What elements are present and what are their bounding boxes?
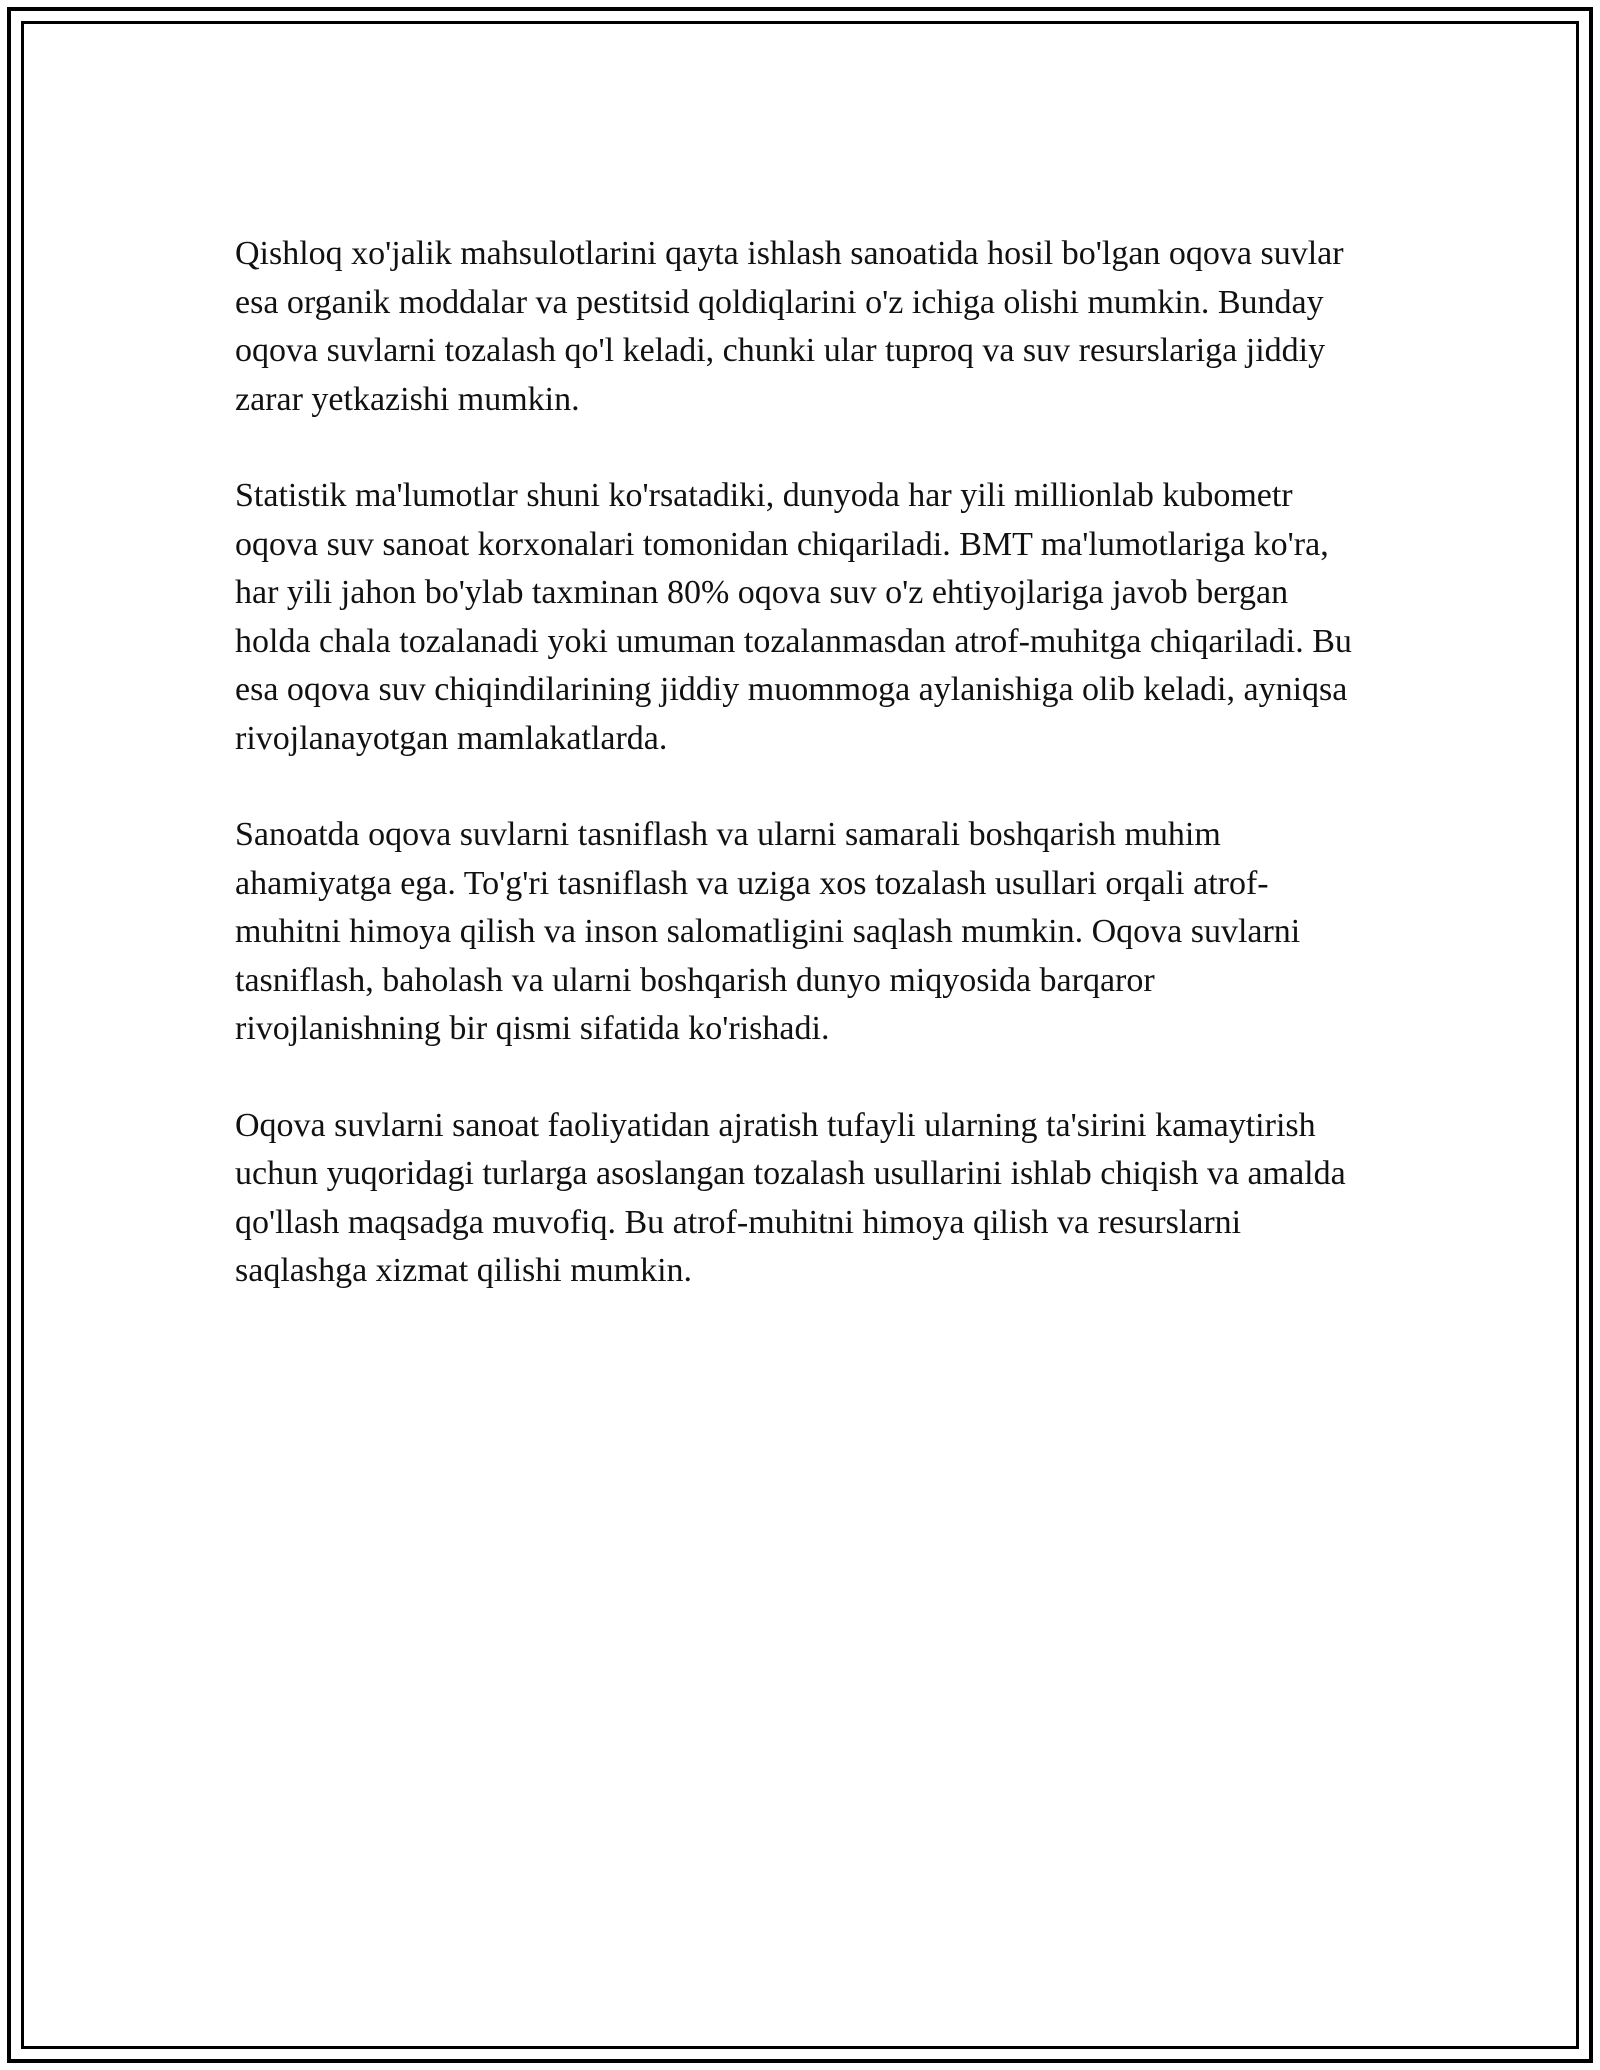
paragraph-2: Statistik ma'lumotlar shuni ko'rsatadiki, dunyoda har yili millionlab kubometr oqova suv sanoat korxonalari tomonidan chiqariladi. BMT ma'lumotlariga ko'ra, har yili jahon bo'ylab taxminan 80% oqova suv o'z ehtiyojlariga javob bergan holda chala tozalanadi yoki umuman tozalanmasdan atrof-muhitga chiqariladi. Bu esa oqova suv chiqindilarining jiddiy muommoga aylanishiga olib keladi, ayniqsa rivojlanayotgan mamlakatlarda. <box>235 477 1352 757</box>
paragraph-1: Qishloq xo'jalik mahsulotlarini qayta ishlash sanoatida hosil bo'lgan oqova suvlar esa organik moddalar va pestitsid qoldiqlarini o'z ichiga olishi mumkin. Bunday oqova suvlarni tozalash qo'l keladi, chunki ular tuproq va suv resurslariga jiddiy zarar yetkazishi mumkin. <box>235 235 1344 418</box>
paragraph-3: Sanoatda oqova suvlarni tasniflash va ularni samarali boshqarish muhim ahamiyatga ega. To'g'ri tasniflash va uziga xos tozalash usullari orqali atrof-muhitni himoya qilish va inson salomatligini saqlash mumkin. Oqova suvlarni tasniflash, baholash va ularni boshqarish dunyo miqyosida barqaror rivojlanishning bir qismi sifatida ko'rishadi. <box>235 816 1301 1047</box>
paragraph-4: Oqova suvlarni sanoat faoliyatidan ajratish tufayli ularning ta'sirini kamaytirish uchun yuqoridagi turlarga asoslangan tozalash usullarini ishlab chiqish va amalda qo'llash maqsadga muvofiq. Bu atrof-muhitni himoya qilish va resurslarni saqlashga xizmat qilishi mumkin. <box>235 1106 1346 1289</box>
document-body <box>235 230 1365 1344</box>
